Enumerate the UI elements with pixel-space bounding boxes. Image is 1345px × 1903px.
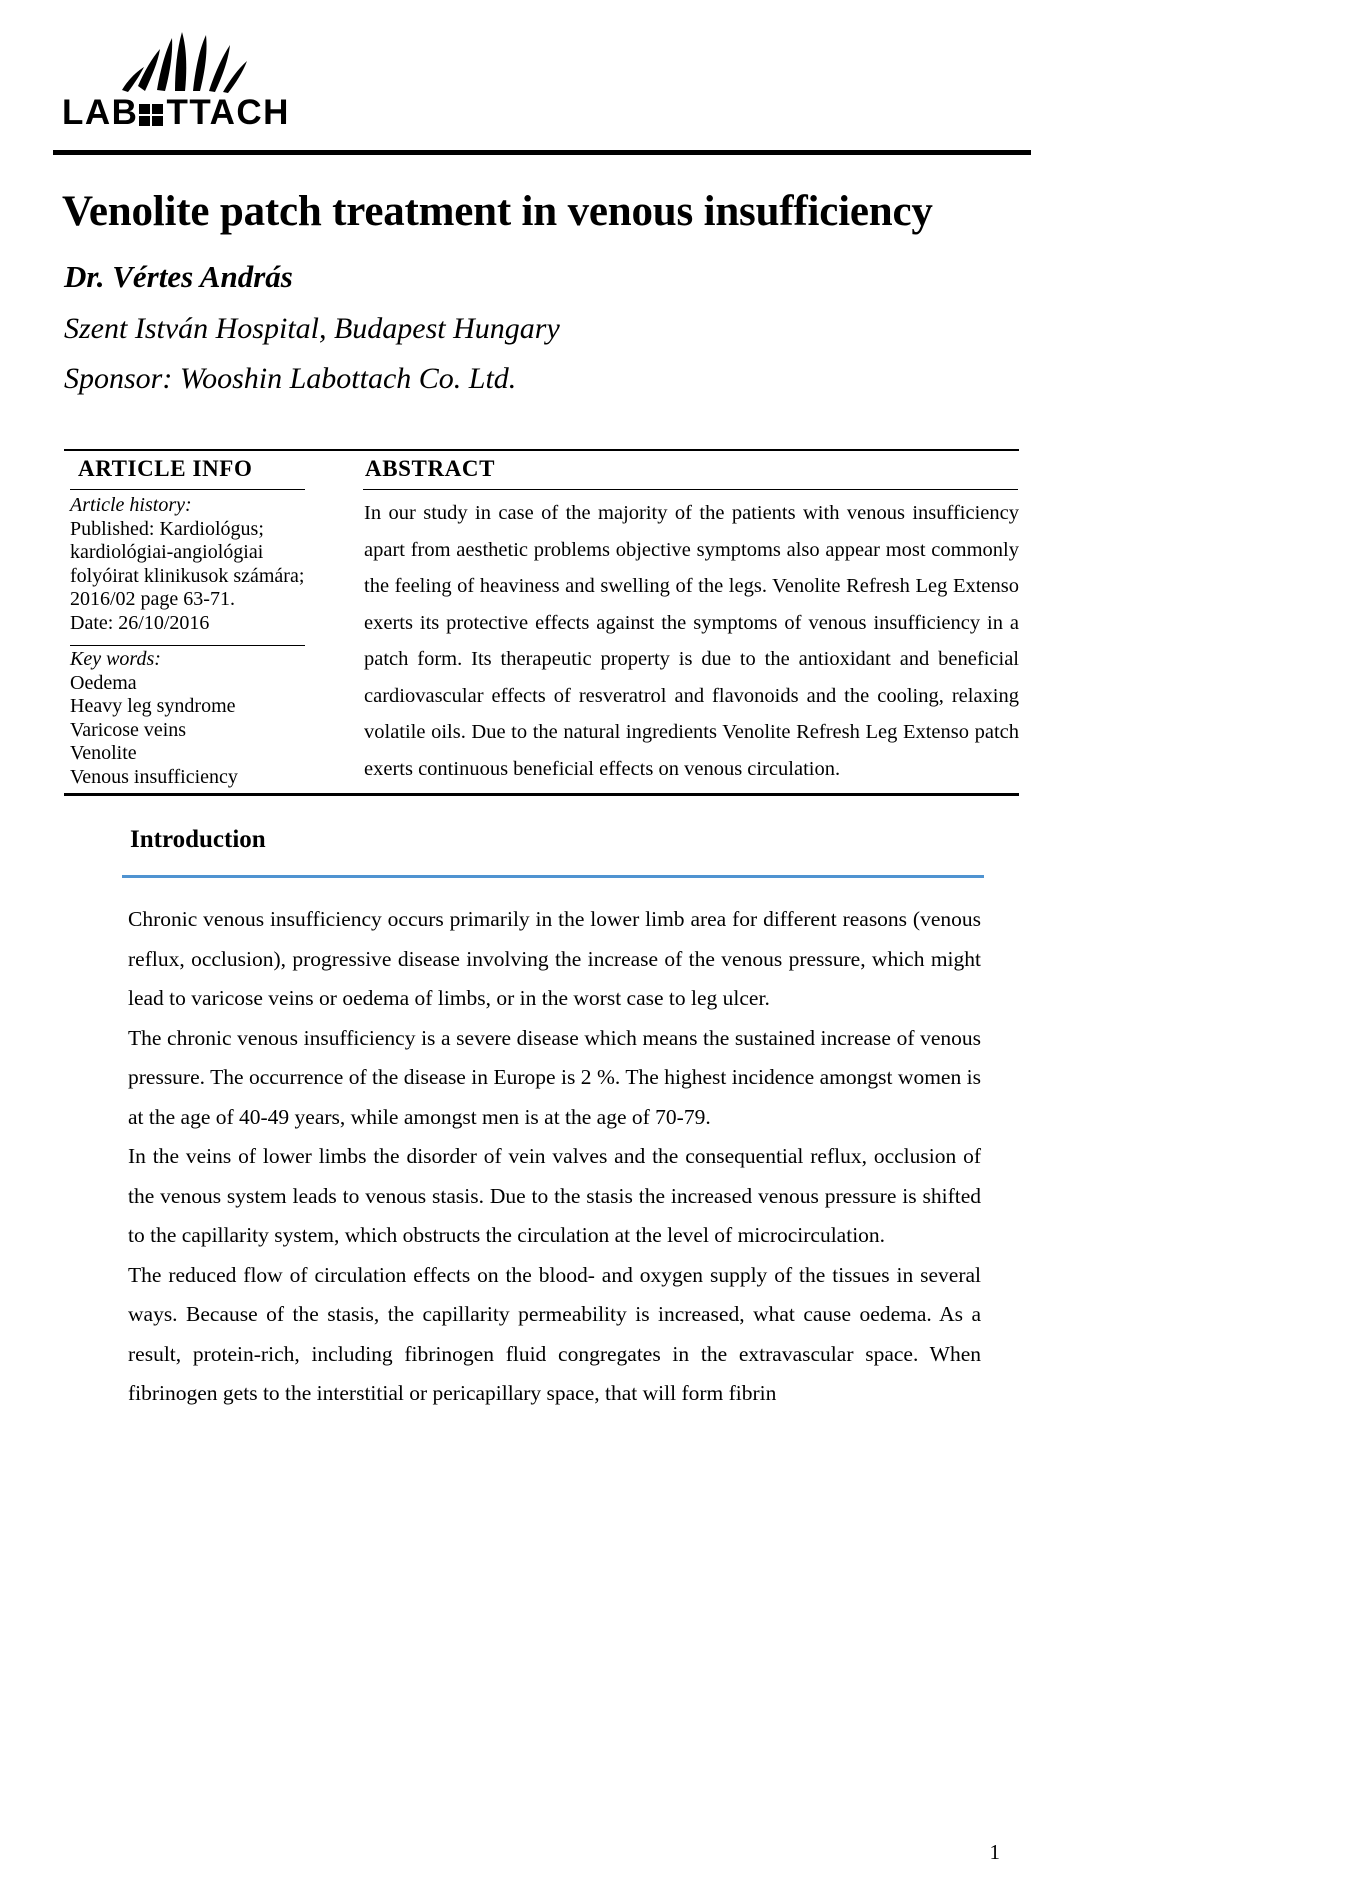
affiliation: Szent István Hospital, Budapest Hungary	[64, 312, 560, 345]
fan-logo-icon	[118, 28, 250, 94]
info-band-top-divider	[64, 449, 1019, 451]
info-band-bottom-divider	[64, 793, 1019, 796]
article-history-block	[70, 494, 310, 636]
keywords-label: Key words:	[70, 648, 161, 670]
page-number: 1	[989, 1840, 1000, 1864]
logo-grid-icon	[139, 104, 165, 127]
article-info-heading: ARTICLE INFO	[78, 456, 253, 481]
article-history-text: Published: Kardiológus; kardiológiai-angiológiai folyóirat klinikusok számára; 2016/02 page 63-71.	[70, 517, 305, 611]
abstract-heading: ABSTRACT	[365, 456, 496, 481]
logo-wordmark	[62, 93, 290, 132]
labottach-logo	[62, 28, 290, 138]
logo-wordmark-right: TTACH	[166, 93, 290, 132]
article-history-label: Article history:	[70, 494, 192, 516]
keyword-item: Oedema	[70, 671, 137, 694]
section-accent-rule	[122, 875, 984, 878]
keywords-block	[70, 648, 310, 790]
keyword-item: Venolite	[70, 742, 137, 765]
keyword-item: Venous insufficiency	[70, 765, 238, 788]
introduction-body	[128, 900, 981, 1414]
article-info-mid-divider	[70, 645, 305, 646]
header-divider	[53, 150, 1031, 155]
paragraph: The chronic venous insufficiency is a severe disease which means the sustained increase of venous pressure. The occurrence of the disease in Europe is 2 %. The highest incidence amongst women is at the age of 40-49 years, while amongst men is at the age of 70-79.	[128, 1025, 981, 1129]
paragraph: The reduced flow of circulation effects on the blood- and oxygen supply of the tissues in several ways. Because of the stasis, the capillarity permeability is increased, what cause oedema. As a result, protein-rich, including fibrinogen fluid congregates in the extravascular space. When fibrinogen gets to the interstitial or pericapillary space, that will form fibrin	[128, 1262, 981, 1405]
sponsor: Sponsor: Wooshin Labottach Co. Ltd.	[64, 362, 517, 395]
article-date: Date: 26/10/2016	[70, 611, 210, 634]
abstract-heading-rule	[363, 489, 1018, 490]
paragraph: In the veins of lower limbs the disorder of vein valves and the consequential reflux, occlusion of the venous system leads to venous stasis. Due to the stasis the increased venous pressure is shifted to the capillarity system, which obstructs the circulation at the level of microcirculation.	[128, 1144, 981, 1247]
keyword-item: Heavy leg syndrome	[70, 695, 236, 718]
page-title: Venolite patch treatment in venous insufficiency	[62, 188, 933, 235]
abstract-text: In our study in case of the majority of the patients with venous insufficiency apart from aesthetic problems objective symptoms also appear most commonly the feeling of heaviness and swelling of the legs. Venolite Refresh Leg Extenso exerts its protective effects against the symptoms of venous insufficiency in a patch form. Its therapeutic property is due to the antioxidant and beneficial cardiovascular effects of resveratrol and flavonoids and the cooling, relaxing volatile oils. Due to the natural ingredients Venolite Refresh Leg Extenso patch exerts continuous beneficial effects on venous circulation.	[364, 502, 1019, 780]
article-info-heading-rule	[70, 489, 305, 490]
keyword-item: Varicose veins	[70, 718, 187, 741]
author-name: Dr. Vértes András	[64, 259, 293, 294]
section-heading-introduction: Introduction	[130, 826, 266, 853]
logo-wordmark-left: LAB	[62, 93, 139, 132]
paragraph: Chronic venous insufficiency occurs primarily in the lower limb area for different reasons (venous reflux, occlusion), progressive disease involving the increase of the venous pressure, which might lead to varicose veins or oedema of limbs, or in the worst case to leg ulcer.	[128, 907, 981, 1010]
